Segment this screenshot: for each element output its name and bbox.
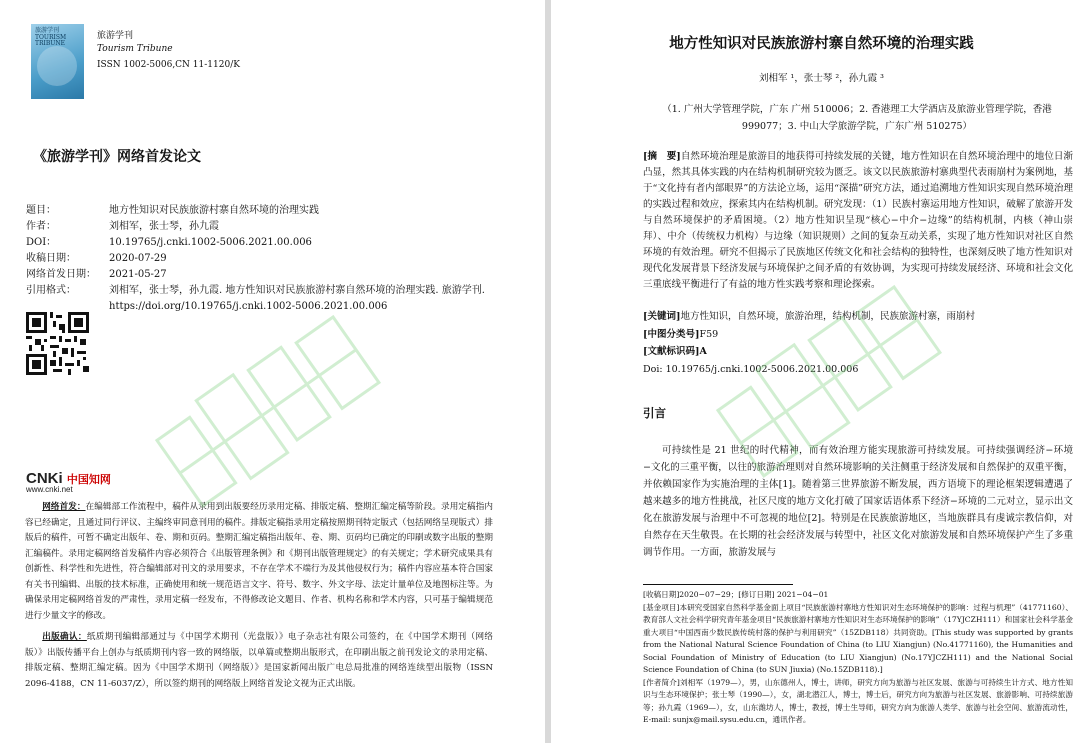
cnki-logo [26, 470, 111, 494]
doc-code-line [643, 343, 1073, 361]
article-authors: 刘相军 ¹，张士琴 ²，孙九霞 ³ [759, 73, 884, 84]
notice-text: 纸质期刊编辑部通过与《中国学术期刊（光盘版）》电子杂志社有限公司签约，在《中国学术期刊（网络版）》出版传播平台上创办与纸质期刊内容一致的网络版，以单篇或整期出版形式，在印刷出版之前刊发论文的录用定稿、排版定稿、整期汇编定稿。因为《中国学术期刊（网络版）》是国家新闻出版广电总局批准的网络连续型出版物（ISSN 2096-4188，CN 11-6037/Z），所以签约期刊的网络版上网络首发论文视为正式出版。 [25, 632, 493, 689]
meta-value: 2020-07-29 [109, 253, 167, 264]
meta-label: 收稿日期： [26, 253, 76, 264]
abstract-label: [摘 要] [643, 151, 681, 162]
journal-name-en: Tourism Tribune [97, 44, 173, 54]
abstract-text: 自然环境治理是旅游目的地获得可持续发展的关键，地方性知识在自然环境治理中的地位日渐凸显，然其具体实践的内在结构机制研究较为匮乏。该文以民族旅游村寨典型代表雨崩村为案例地，基于“文化持有者内部眼界”的方法论立场，运用“深描”研究方法，通过追溯地方性知识实现自然环境治理的实践过程和效应，探索其内在结构机制。研究发现：（1）民族村寨运用地方性知识，破解了旅游开发与自然环境保护的矛盾困境。（2）地方性知识呈现“核心−中介−边缘”的结构机制，内核（神山崇拜）、中介（传统权力机构）与边缘（知识规则）之间的复杂互动关系，实现了地方性知识对社区自然环境的有效治理。研究不但揭示了民族地区传统文化和社会结构的独特性，也深刻反映了地方性知识对现代化发展背景下经济发展与环境保护之间矛盾的有效协调，为实现可持续发展经济、环境和社会文化三重底线平衡进行了有益的地方性实践考察和理论探索。 [643, 151, 1073, 290]
meta-value: 地方性知识对民族旅游村寨自然环境的治理实践 [109, 205, 319, 216]
meta-value: 刘相军，张士琴，孙九霞. 地方性知识对民族旅游村寨自然环境的治理实践. 旅游学刊. https://doi.org/10.19765/j.cnki.1002-5006.2021.00.006 [109, 285, 485, 312]
notice-publication-confirm [25, 630, 493, 692]
meta-row-received [26, 251, 496, 267]
clc-line [643, 326, 1073, 344]
doc-code-label: [文献标识码] [643, 346, 700, 357]
cnki-url: www.cnki.net [26, 485, 73, 494]
section-heading-intro: 引言 [643, 406, 666, 420]
right-page [551, 0, 1092, 743]
cover-title: 旅游学刊 TOURISM TRIBUNE [35, 27, 67, 48]
meta-value: 2021-05-27 [109, 269, 167, 280]
journal-cover-image [31, 24, 84, 99]
notice-label: 网络首发： [42, 502, 86, 512]
clc-label: [中图分类号] [643, 328, 700, 340]
notice-online-first [25, 500, 493, 624]
abstract [643, 149, 1073, 293]
author-affiliations: （1. 广州大学管理学院，广东 广州 510006；2. 香港理工大学酒店及旅游业管理学院，香港 999077；3. 中山大学旅游学院，广东广州 510275） [662, 104, 1052, 132]
footnote-funding: [基金项目]本研究受国家自然科学基金面上项目“民族旅游村寨地方性知识对生态环境保护的影响：过程与机理”（41771160）、教育部人文社会科学研究青年基金项目“民族旅游村寨地方性知识对生态环境保护的影响”（17YJCZH111）和国家社会科学基金重大项目“中国西南少数民族传统村落的保护与利用研究”（15ZDB118）共同资助。[This study was supported by grants from the National Natural Science Foundation of China (to LIU Xiangjun) (No.41771160), the Humanities and Social Foundation of Ministry of Education (to LIU Xiangjun) (No.17YJCZH111) and the National Social Science Foundation of China (to SUN Jiuxia) (No.15ZDB118).] [643, 602, 1073, 674]
meta-row-authors [26, 219, 496, 235]
journal-name: 旅游学刊 [97, 31, 134, 41]
article-title: 地方性知识对民族旅游村寨自然环境的治理实践 [669, 35, 974, 52]
keywords-label: [关键词] [643, 311, 681, 322]
meta-value: 刘相军，张士琴，孙九霞 [109, 221, 219, 232]
footnotes [643, 589, 1073, 727]
meta-label: 作者： [26, 221, 56, 232]
meta-row-doi [26, 235, 496, 251]
meta-value: 10.19765/j.cnki.1002-5006.2021.00.006 [109, 237, 312, 248]
qr-code[interactable] [26, 312, 89, 375]
notice-label: 出版确认： [42, 632, 87, 642]
meta-label: 网络首发日期： [26, 269, 96, 280]
meta-label: 引用格式： [26, 285, 76, 296]
footnote-rule [643, 584, 793, 585]
publication-notice [25, 500, 493, 698]
meta-label: DOI： [26, 237, 57, 248]
footnote-dates: [收稿日期]2020−07−29；[修订日期] 2021−04−01 [643, 590, 829, 599]
journal-issn: ISSN 1002-5006,CN 11-1120/K [97, 60, 240, 70]
meta-row-citation [26, 283, 496, 315]
cnki-brand: CNKi [26, 470, 63, 487]
meta-row-online-date [26, 267, 496, 283]
clc-value: F59 [699, 328, 719, 340]
left-page [0, 0, 545, 743]
article-metadata [26, 203, 496, 315]
meta-label: 题目： [26, 205, 56, 216]
keywords-text: 地方性知识，自然环境，旅游治理，结构机制，民族旅游村寨，雨崩村 [680, 311, 976, 322]
online-first-headline: 《旅游学刊》网络首发论文 [33, 149, 201, 165]
notice-text: 在编辑部工作流程中，稿件从录用到出版要经历录用定稿、排版定稿、整期汇编定稿等阶段。录用定稿指内容已经确定，且通过同行评议、主编终审同意刊用的稿件。排版定稿指录用定稿按照期刊特定版式（包括网络呈现版式）排版后的稿件，可暂不确定出版年、卷、期和页码。整期汇编定稿指出版年、卷、期、页码均已确定的印刷或数字出版的整期汇编稿件。录用定稿网络首发稿件内容必须符合《出版管理条例》和《期刊出版管理规定》的有关规定；学术研究成果具有创新性、科学性和先进性，符合编辑部对刊文的录用要求，不存在学术不端行为及其他侵权行为；稿件内容应基本符合国家有关书刊编辑、出版的技术标准，正确使用和统一规范语言文字、符号、数字、外文字母、法定计量单位及地图标注等。为确保录用定稿网络首发的严肃性，录用定稿一经发布，不得修改论文题目、作者、机构名称和学术内容，只可基于编辑规范进行少量文字的修改。 [25, 502, 493, 621]
intro-paragraph: 可持续性是 21 世纪的时代精神，而有效治理方能实现旅游可持续发展。可持续强调经济−环境−文化的三重平衡，以往的旅游治理则对自然环境影响的关注侧重于经济发展和自然保护的双重平衡，并依赖国家作为实施治理的主体[1]。随着第三世界旅游不断发展，西方语境下的理论框架逻辑遭遇了越来越多的地方性挑战，社区尺度的地方文化打破了国家话语体系下经济−环境的二元对立，显示出文化在旅游发展与治理中不可忽视的地位[2]。特别是在民族旅游地区，当地族群具有虔诚宗教信仰，对自然存在天生敬畏。在长期的社会经济发展与转型中，社区文化对旅游发展和自然环境保护产生了多重调节作用。一方面，旅游发展与 [643, 445, 1073, 558]
footnote-authors: [作者简介]刘相军（1979—），男，山东德州人，博士，讲师，研究方向为旅游与社区发展、旅游与可持续生计方式、地方性知识与生态环境保护；张士琴（1990—），女，湖北潜江人，博士，博士后，研究方向为旅游与社区发展、旅游影响、可持续旅游等；孙九霞（1969—），女，山东潍坊人，博士，教授，博士生导师，研究方向为旅游人类学、旅游与社会空间、旅游流动性，E-mail: sunjx@mail.sysu.edu.cn，通讯作者。 [643, 677, 1073, 724]
cnki-cn-name: 中国知网 [66, 474, 111, 486]
article-index-info [643, 308, 1073, 378]
doi-line: Doi: 10.19765/j.cnki.1002-5006.2021.00.006 [643, 363, 859, 375]
meta-row-title [26, 203, 496, 219]
keywords-line [643, 308, 1073, 326]
doc-code-value: A [699, 346, 707, 357]
